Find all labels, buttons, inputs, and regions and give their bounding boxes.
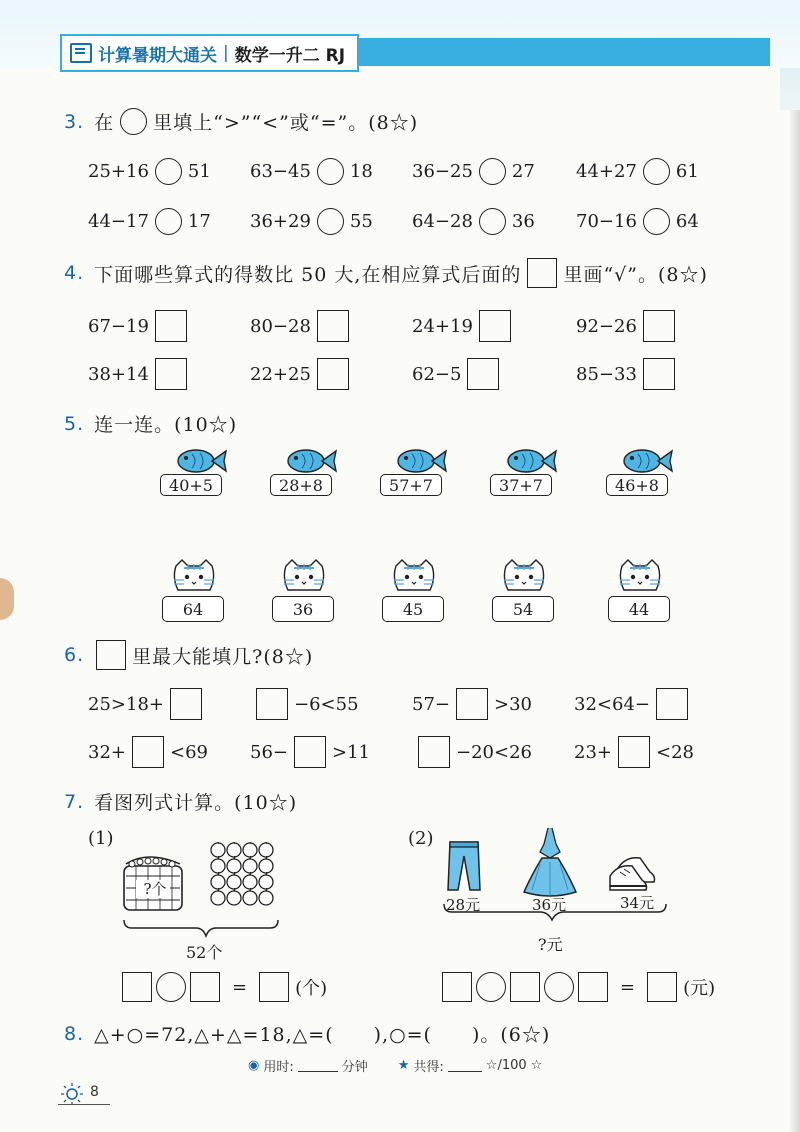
q3-number: 3. [64, 110, 85, 133]
unit-label: (元) [683, 978, 716, 999]
expression-right: >30 [494, 693, 532, 715]
q6-exercise [412, 736, 532, 768]
cat-icon [390, 558, 438, 596]
apple-icon [227, 859, 241, 873]
q3-exercise [576, 158, 699, 185]
q4-exercise [88, 310, 193, 342]
time-blank[interactable] [298, 1059, 338, 1072]
apple-icon [259, 875, 273, 889]
left-expression: 44+27 [576, 161, 637, 182]
q5-number: 5. [64, 412, 85, 435]
q3-exercise [412, 158, 535, 185]
q3-post: 里填上“>”“<”或“=”。(8☆) [153, 112, 419, 134]
answer-box[interactable] [578, 972, 608, 1002]
answer-box[interactable] [442, 972, 472, 1002]
header-subtitle: 数学一升二 RJ [234, 45, 346, 66]
apple-icon [259, 843, 273, 857]
cat-icon [500, 558, 548, 596]
expression-left: 32<64− [574, 693, 650, 715]
page-number-line [58, 1104, 110, 1105]
price-shoes: 34元 [620, 894, 655, 912]
check-box[interactable] [317, 358, 349, 390]
expression: 85−33 [576, 363, 637, 385]
header-title: 计算暑期大通关 [98, 45, 217, 66]
result-box[interactable] [647, 972, 677, 1002]
expression-left: 25>18+ [88, 693, 164, 715]
compare-circle[interactable] [155, 158, 182, 185]
check-box[interactable] [155, 358, 187, 390]
fish-icon [282, 446, 342, 476]
score-label: 共得: [413, 1060, 444, 1075]
expression-left: 32+ [88, 741, 126, 763]
q3-exercise [88, 208, 211, 235]
right-value: 27 [511, 161, 535, 182]
cat-icon [170, 558, 218, 596]
q4-post: 里画“√”。(8☆) [563, 263, 708, 286]
equals-sign: = [232, 976, 248, 998]
fish-icon [392, 446, 452, 476]
cat-label[interactable]: 44 [608, 596, 670, 622]
q3-exercise [250, 208, 373, 235]
right-value: 18 [349, 161, 373, 182]
pants-icon [448, 842, 480, 890]
cat-icon [616, 558, 664, 596]
fill-box[interactable] [132, 736, 164, 768]
price-pants: 28元 [446, 896, 481, 914]
header-title-box [60, 34, 359, 72]
cat-label[interactable]: 54 [492, 596, 554, 622]
right-value: 55 [349, 211, 373, 232]
time-unit: 分钟 [341, 1060, 368, 1075]
cat-label[interactable]: 45 [382, 596, 444, 622]
right-value: 36 [511, 211, 535, 232]
apple-icon [211, 843, 225, 857]
expression: 67−19 [88, 315, 149, 337]
expression: 38+14 [88, 363, 149, 385]
q4-exercise [412, 310, 517, 342]
expression-right: >11 [332, 741, 370, 763]
check-box[interactable] [643, 358, 675, 390]
equals-sign: = [620, 976, 636, 998]
page-number: 8 [90, 1084, 99, 1100]
apple-icon [259, 891, 273, 905]
check-box[interactable] [317, 310, 349, 342]
left-expression: 36−25 [412, 161, 473, 182]
score-unit: ☆/100 ☆ [485, 1058, 543, 1073]
expression-right: −6<55 [294, 693, 359, 715]
cat-icon [280, 558, 328, 596]
time-label: 用时: [263, 1060, 294, 1075]
page-edge-right [790, 110, 800, 1132]
compare-circle[interactable] [155, 208, 182, 235]
q6-example-box [96, 640, 126, 670]
check-box[interactable] [467, 358, 499, 390]
answer-box[interactable] [122, 972, 152, 1002]
expression-left: 57− [412, 693, 450, 715]
q5-text: 连一连。(10☆) [94, 414, 238, 436]
fill-box[interactable] [418, 736, 450, 768]
apple-icon [211, 875, 225, 889]
apple-icon [243, 891, 257, 905]
right-value: 61 [675, 161, 699, 182]
q6-text: 里最大能填几?(8☆) [132, 645, 314, 668]
q8-number: 8. [64, 1022, 85, 1045]
q7-part2-total: ?元 [538, 935, 563, 954]
apple-icon [211, 891, 225, 905]
fill-box[interactable] [170, 688, 202, 720]
apple-icon [243, 859, 257, 873]
expression-left: 56− [250, 741, 288, 763]
expression: 24+19 [412, 315, 473, 337]
operator-circle[interactable] [544, 972, 574, 1002]
expression: 92−26 [576, 315, 637, 337]
q3-example-circle [120, 108, 147, 135]
fish-label[interactable]: 40+5 [160, 474, 222, 496]
score-blank[interactable] [448, 1059, 482, 1072]
q5-title [64, 410, 237, 437]
left-expression: 44−17 [88, 211, 149, 232]
q6-exercise [574, 688, 694, 720]
q6-exercise [250, 688, 359, 720]
q7-text: 看图列式计算。(10☆) [94, 792, 298, 814]
q3-title [64, 108, 418, 135]
q8-text: △+○=72,△+△=18,△=( ),○=( )。(6☆) [94, 1024, 551, 1046]
q7-part2-label: (2) [408, 828, 434, 849]
q4-exercise [576, 310, 681, 342]
apple-icon [211, 859, 225, 873]
q7-part1-total: 52个 [186, 943, 223, 962]
fish-label[interactable]: 28+8 [270, 474, 332, 496]
shoes-icon [610, 858, 655, 890]
right-value: 64 [675, 211, 699, 232]
check-box[interactable] [479, 310, 511, 342]
unit-label: (个) [295, 978, 328, 999]
right-value: 17 [187, 211, 211, 232]
compare-circle[interactable] [317, 158, 344, 185]
fish-label[interactable]: 37+7 [490, 474, 552, 496]
compare-circle[interactable] [643, 208, 670, 235]
q4-exercise [88, 358, 193, 390]
book-icon [70, 43, 92, 63]
cat-label[interactable]: 64 [162, 596, 224, 622]
compare-circle[interactable] [479, 158, 506, 185]
q4-example-box [527, 258, 557, 288]
q7-part1-label: (1) [88, 828, 114, 849]
fill-box[interactable] [618, 736, 650, 768]
fish-label[interactable]: 57+7 [380, 474, 442, 496]
fish-icon [502, 446, 562, 476]
q3-exercise [250, 158, 373, 185]
q4-exercise [250, 310, 355, 342]
q7-part1-answer [120, 972, 327, 1002]
cat-label[interactable]: 36 [272, 596, 334, 622]
fill-box[interactable] [456, 688, 488, 720]
q7-part2-answer [440, 972, 715, 1002]
apple-icon [227, 891, 241, 905]
clock-icon: ◉ [248, 1058, 260, 1073]
left-expression: 64−28 [412, 211, 473, 232]
fill-box[interactable] [256, 688, 288, 720]
basket-label: ?个 [143, 880, 167, 898]
q6-exercise [88, 688, 208, 720]
expression: 80−28 [250, 315, 311, 337]
q7-number: 7. [64, 790, 85, 813]
star-icon: ★ [397, 1058, 410, 1073]
apple-icon [227, 875, 241, 889]
fish-icon [618, 446, 678, 476]
left-expression: 70−16 [576, 211, 637, 232]
q7-title [64, 788, 297, 815]
answer-box[interactable] [190, 972, 220, 1002]
compare-circle[interactable] [643, 158, 670, 185]
operator-circle[interactable] [156, 972, 186, 1002]
q3-exercise [88, 158, 211, 185]
expression-right: <69 [170, 741, 208, 763]
check-box[interactable] [643, 310, 675, 342]
apple-grid [211, 842, 273, 905]
check-box[interactable] [155, 310, 187, 342]
price-dress: 36元 [532, 896, 567, 914]
expression: 22+25 [250, 363, 311, 385]
q3-exercise [412, 208, 535, 235]
q3-exercise [576, 208, 699, 235]
q4-exercise [250, 358, 355, 390]
expression: 62−5 [412, 363, 462, 385]
q3-pre: 在 [94, 112, 115, 134]
apple-icon [227, 843, 241, 857]
q4-exercise [576, 358, 681, 390]
q4-title [64, 258, 708, 288]
expression-right: −20<26 [456, 741, 532, 763]
compare-circle[interactable] [479, 208, 506, 235]
fill-box[interactable] [294, 736, 326, 768]
compare-circle[interactable] [317, 208, 344, 235]
q6-exercise [88, 736, 208, 768]
q4-pre: 下面哪些算式的得数比 50 大,在相应算式后面的 [94, 263, 522, 286]
apple-icon [243, 875, 257, 889]
left-expression: 63−45 [250, 161, 311, 182]
q6-exercise [574, 736, 694, 768]
expression-left: 23+ [574, 741, 612, 763]
result-box[interactable] [259, 972, 289, 1002]
q6-number: 6. [64, 644, 85, 666]
apple-icon [243, 843, 257, 857]
q4-number: 4. [64, 262, 85, 284]
apple-icon [259, 859, 273, 873]
fill-box[interactable] [656, 688, 688, 720]
q6-exercise [250, 736, 370, 768]
operator-circle[interactable] [476, 972, 506, 1002]
left-expression: 36+29 [250, 211, 311, 232]
q4-exercise [412, 358, 505, 390]
q6-exercise [412, 688, 532, 720]
right-value: 51 [187, 161, 211, 182]
answer-box[interactable] [510, 972, 540, 1002]
left-expression: 25+16 [88, 161, 149, 182]
sun-icon [56, 1080, 86, 1106]
expression-right: <28 [656, 741, 694, 763]
footer [248, 1056, 542, 1075]
q8-line [64, 1020, 550, 1047]
dress-icon [524, 828, 576, 896]
q6-title [64, 640, 313, 670]
fish-icon [172, 446, 232, 476]
finger-shadow [0, 578, 14, 620]
header-separator: | [223, 43, 229, 63]
fish-label[interactable]: 46+8 [606, 474, 668, 496]
brace [124, 920, 278, 936]
